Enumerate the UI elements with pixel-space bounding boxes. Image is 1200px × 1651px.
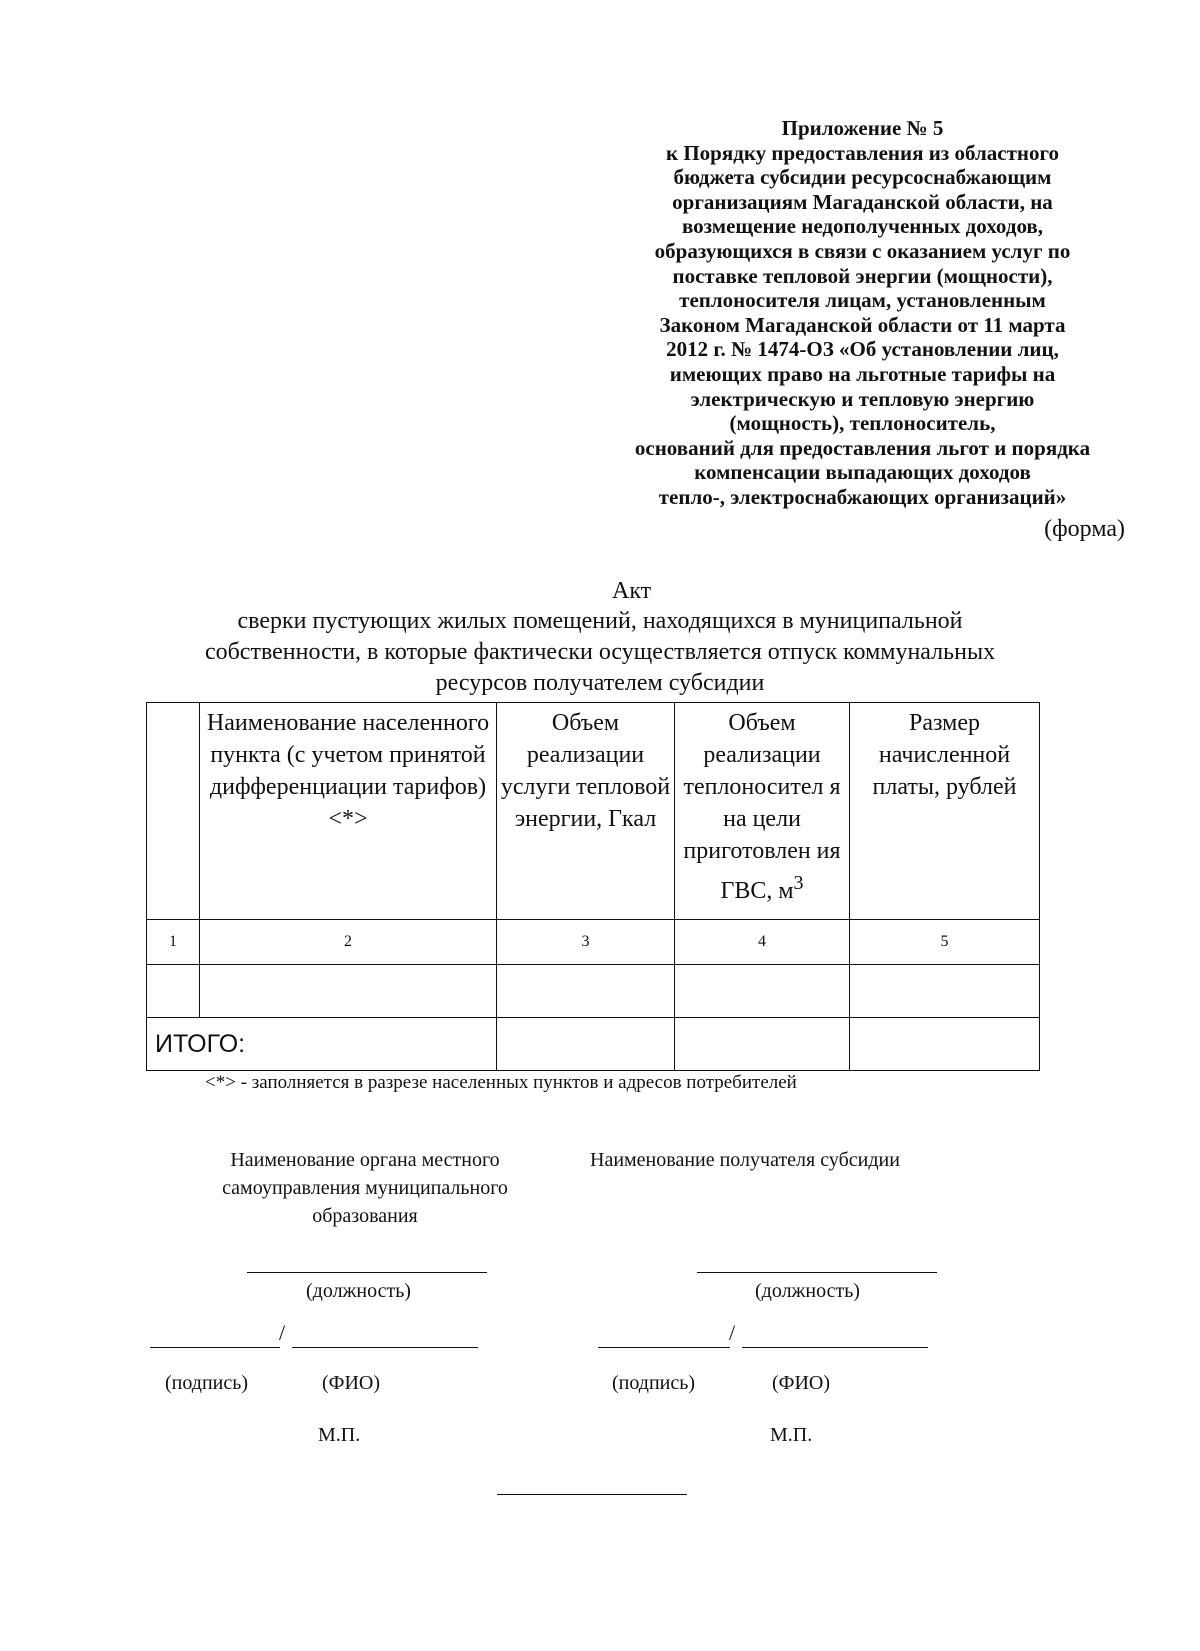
appendix-line: электрическую и тепловую энергию [690, 386, 1035, 411]
appendix-line: имеющих право на льготные тарифы на [669, 361, 1056, 386]
table-cell [147, 965, 200, 1018]
table-row [147, 965, 1040, 1018]
left-org-line: самоуправления муниципального [222, 1177, 508, 1199]
right-name-label: (ФИО) [772, 1372, 831, 1394]
form-label: (форма) [1044, 516, 1125, 542]
left-org-heading [190, 1146, 540, 1230]
left-stamp-label: М.П. [318, 1424, 361, 1446]
left-signature-line [150, 1347, 280, 1348]
left-org-line: образования [312, 1205, 418, 1227]
right-org-line: Наименование получателя субсидии [590, 1149, 900, 1171]
appendix-line: компенсации выпадающих доходов [694, 460, 1031, 485]
appendix-line: Законом Магаданской области от 11 марта [659, 312, 1066, 337]
right-org-heading [590, 1146, 990, 1174]
col-number-cell: 1 [147, 920, 200, 965]
closing-divider [497, 1494, 687, 1495]
appendix-line: возмещение недополученных доходов, [681, 214, 1044, 239]
col-header-locality: Наименование населенного пункта (с учетом принятой дифференциации тарифов) <*> [200, 703, 497, 920]
left-name-label: (ФИО) [322, 1372, 381, 1394]
table-total-row [147, 1018, 1040, 1071]
left-position-label: (должность) [306, 1280, 411, 1302]
table-cell [675, 1018, 850, 1071]
appendix-line: тепло-, электроснабжающих организаций» [658, 484, 1067, 509]
col-number-cell: 2 [200, 920, 497, 965]
table-cell [200, 965, 497, 1018]
right-position-line [697, 1272, 937, 1273]
table-header-row [147, 703, 1040, 920]
cubic-superscript: 3 [793, 872, 804, 894]
table-cell [497, 1018, 675, 1071]
total-label: ИТОГО: [147, 1018, 497, 1071]
footnote: <*> - заполняется в разрезе населенных пунктов и адресов потребителей [205, 1072, 797, 1093]
right-slash: / [729, 1320, 736, 1345]
left-position-line [247, 1272, 487, 1273]
appendix-line: Приложение № 5 [781, 116, 944, 140]
table-cell [850, 965, 1040, 1018]
col-header-number [147, 703, 200, 920]
left-org-line: Наименование органа местного [230, 1149, 500, 1171]
left-signature-label: (подпись) [165, 1372, 249, 1394]
table-cell [850, 1018, 1040, 1071]
act-subtitle-line: собственности, в которые фактически осуществляется отпуск коммунальных [204, 639, 996, 665]
col-header-heat-volume: Объем реализации услуги тепловой энергии, Гкал [497, 703, 675, 920]
col-header-coolant-text: Объем реализации теплоносител я на цели приготовлен ия ГВС, м [683, 710, 841, 904]
appendix-line: (мощность), теплоноситель, [729, 411, 996, 436]
appendix-line: бюджета субсидии ресурсоснабжающим [673, 165, 1052, 190]
right-position-label: (должность) [755, 1280, 860, 1302]
left-name-line [292, 1347, 478, 1348]
appendix-line: оснований для предоставления льгот и порядка [634, 435, 1091, 460]
col-number-cell: 3 [497, 920, 675, 965]
appendix-line: образующихся в связи с оказанием услуг по [654, 238, 1071, 263]
act-subtitle [140, 606, 1060, 699]
col-header-fee: Размер начисленной платы, рублей [850, 703, 1040, 920]
right-name-line [742, 1347, 928, 1348]
right-stamp-label: М.П. [770, 1424, 813, 1446]
table-number-row [147, 920, 1040, 965]
appendix-header [600, 116, 1125, 510]
appendix-line: организациям Магаданской области, на [672, 189, 1053, 214]
left-slash: / [279, 1320, 286, 1345]
appendix-line: 2012 г. № 1474-ОЗ «Об установлении лиц, [666, 337, 1059, 362]
reconciliation-table [146, 702, 1040, 1071]
act-subtitle-line: сверки пустующих жилых помещений, находящихся в муниципальной [237, 608, 963, 634]
right-signature-line [598, 1347, 730, 1348]
appendix-line: поставке тепловой энергии (мощности), [672, 263, 1053, 288]
col-header-coolant-volume [675, 703, 850, 920]
right-signature-label: (подпись) [612, 1372, 696, 1394]
table-cell [497, 965, 675, 1018]
col-number-cell: 4 [675, 920, 850, 965]
col-number-cell: 5 [850, 920, 1040, 965]
act-title: Акт [612, 578, 652, 604]
table-cell [675, 965, 850, 1018]
appendix-line: к Порядку предоставления из областного [665, 140, 1059, 165]
appendix-line: теплоносителя лицам, установленным [679, 288, 1046, 313]
act-subtitle-line: ресурсов получателем субсидии [435, 670, 765, 696]
